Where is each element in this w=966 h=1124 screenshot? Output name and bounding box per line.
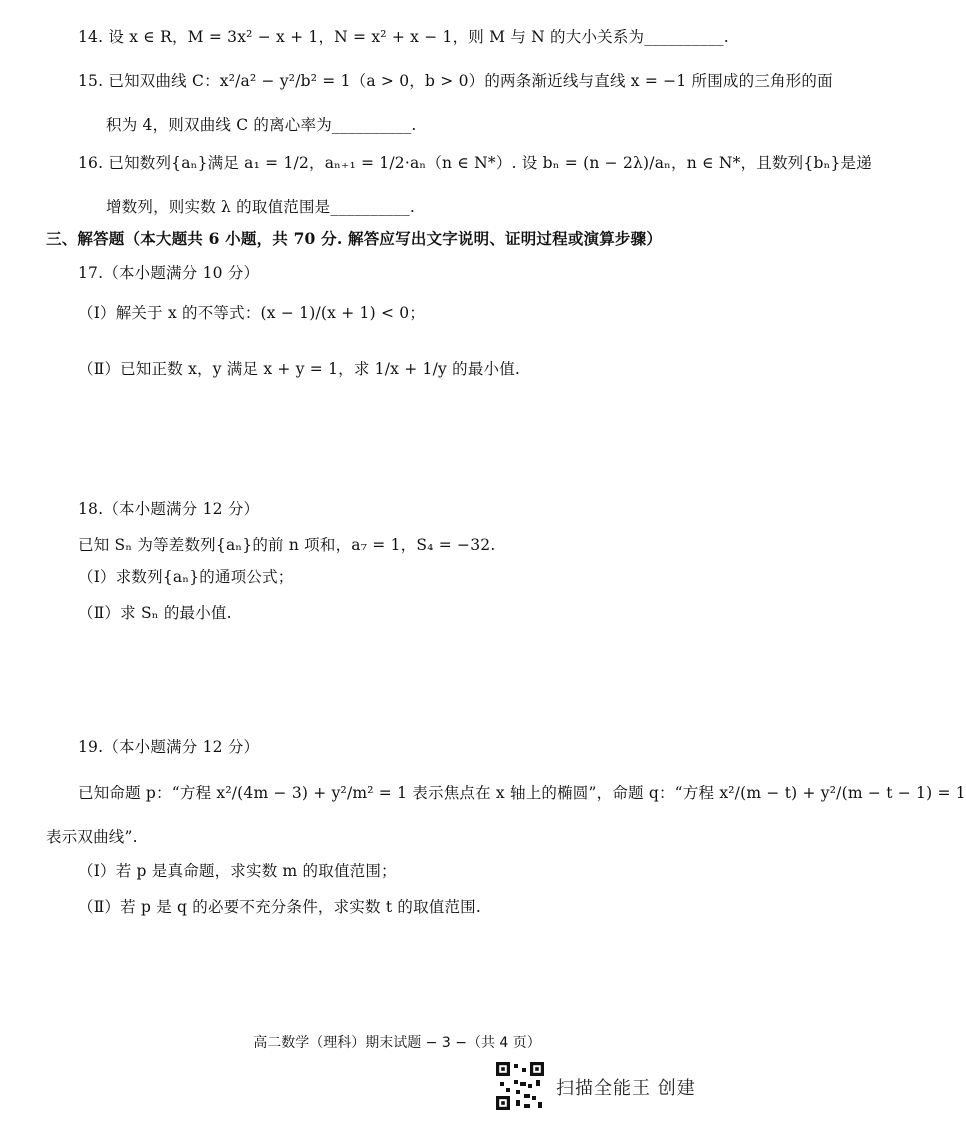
- question-16-line1: 16. 已知数列{aₙ}满足 a₁ = 1/2，aₙ₊₁ = 1/2·aₙ（n ∈ N*）. 设 bₙ = (n − 2λ)/aₙ，n ∈ N*，且数列{bₙ}是递: [78, 154, 872, 172]
- question-17-part2: （Ⅱ）已知正数 x，y 满足 x + y = 1，求 1/x + 1/y 的最小值.: [78, 360, 521, 378]
- question-19-stem-line2: 表示双曲线”.: [46, 828, 138, 846]
- question-15-line1: 15. 已知双曲线 C：x²/a² − y²/b² = 1（a > 0，b > 0）的两条渐近线与直线 x = −1 所围成的三角形的面: [78, 72, 833, 90]
- scanner-watermark: 扫描全能王 创建: [556, 1078, 696, 1099]
- question-16-line2: 增数列，则实数 λ 的取值范围是__________.: [106, 198, 416, 216]
- question-19-stem-line1: 已知命题 p：“方程 x²/(4m − 3) + y²/m² = 1 表示焦点在 x 轴上的椭圆”，命题 q：“方程 x²/(m − t) + y²/(m − t − 1) = 1: [78, 784, 966, 802]
- section-3-heading: 三、解答题（本大题共 6 小题，共 70 分. 解答应写出文字说明、证明过程或演算步骤）: [46, 229, 663, 248]
- question-18-part1: （Ⅰ）求数列{aₙ}的通项公式；: [78, 568, 294, 586]
- question-18-head: 18.（本小题满分 12 分）: [78, 500, 260, 518]
- question-19-part1: （Ⅰ）若 p 是真命题，求实数 m 的取值范围；: [78, 862, 397, 880]
- question-15-line2: 积为 4，则双曲线 C 的离心率为__________.: [106, 116, 417, 134]
- page-footer: 高二数学（理科）期末试题 − 3 −（共 4 页）: [253, 1035, 541, 1051]
- question-18-stem: 已知 Sₙ 为等差数列{aₙ}的前 n 项和，a₇ = 1，S₄ = −32.: [78, 536, 496, 554]
- qr-code-icon: [496, 1062, 544, 1110]
- question-19-part2: （Ⅱ）若 p 是 q 的必要不充分条件，求实数 t 的取值范围.: [78, 898, 481, 916]
- question-19-head: 19.（本小题满分 12 分）: [78, 738, 260, 756]
- question-18-part2: （Ⅱ）求 Sₙ 的最小值.: [78, 604, 232, 622]
- question-17-part1: （Ⅰ）解关于 x 的不等式：(x − 1)/(x + 1) < 0；: [78, 304, 426, 322]
- question-14: 14. 设 x ∈ R，M = 3x² − x + 1，N = x² + x − 1，则 M 与 N 的大小关系为__________.: [78, 28, 729, 46]
- question-17-head: 17.（本小题满分 10 分）: [78, 264, 260, 282]
